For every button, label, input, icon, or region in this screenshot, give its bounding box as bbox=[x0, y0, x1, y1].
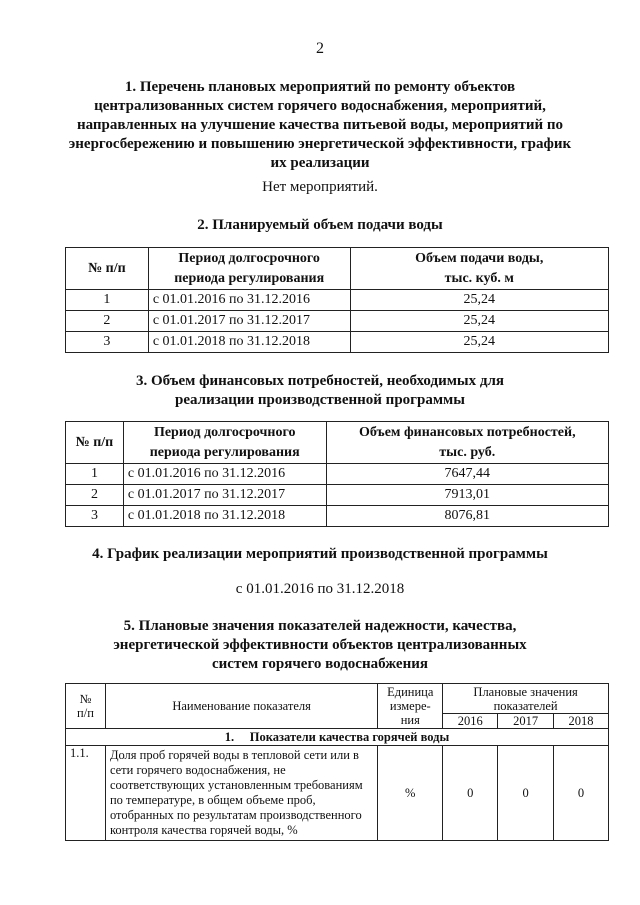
section3-title-line: 3. Объем финансовых потребностей, необходимых для bbox=[135, 373, 505, 389]
row-period: с 01.01.2017 по 31.12.2017 bbox=[123, 485, 326, 506]
table-row bbox=[66, 311, 609, 332]
header-value-line: Объем подачи воды, bbox=[415, 250, 544, 266]
header-value-line: Объем финансовых потребностей, bbox=[359, 424, 576, 440]
row-value-2018: 0 bbox=[554, 746, 609, 841]
section1-title bbox=[0, 78, 640, 173]
section3-title-line: реализации производственной программы bbox=[175, 392, 465, 408]
section5-title bbox=[0, 617, 640, 674]
header-year-2016: 2016 bbox=[443, 714, 498, 729]
header-plan-line: показателей bbox=[493, 698, 558, 713]
row-value: 25,24 bbox=[350, 311, 608, 332]
row-value: 7913,01 bbox=[326, 485, 608, 506]
row-period: с 01.01.2016 по 31.12.2016 bbox=[123, 464, 326, 485]
header-unit-line: измере- bbox=[389, 699, 431, 713]
header-year-2017: 2017 bbox=[498, 714, 554, 729]
row-num: 2 bbox=[66, 485, 124, 506]
section1-note: Нет мероприятий. bbox=[262, 179, 378, 195]
header-value bbox=[326, 422, 608, 464]
section1-title-line: 1. Перечень плановых мероприятий по ремонту объектов bbox=[124, 79, 516, 95]
section4-title: 4. График реализации мероприятий производственной программы bbox=[92, 546, 548, 562]
row-name: Доля проб горячей воды в тепловой сети или в сети горячего водоснабжения, не соответствующих установленным требованиям по температуре, в общем объеме проб, отобранных по результатам производственного контроля качества горячей воды, % bbox=[105, 746, 377, 841]
header-period-line: периода регулирования bbox=[174, 270, 325, 286]
header-period bbox=[148, 248, 350, 290]
header-unit-line: ния bbox=[400, 713, 420, 727]
table-row bbox=[66, 290, 609, 311]
header-period-line: Период долгосрочного bbox=[153, 424, 296, 440]
row-num: 1 bbox=[66, 464, 124, 485]
row-num: 2 bbox=[66, 311, 149, 332]
header-period-line: периода регулирования bbox=[149, 444, 300, 460]
section1-title-line: их реализации bbox=[270, 155, 370, 171]
section5-title-line: систем горячего водоснабжения bbox=[212, 656, 428, 672]
row-unit: % bbox=[378, 746, 443, 841]
section5-title-line: 5. Плановые значения показателей надежности, качества, bbox=[123, 618, 517, 634]
row-period: с 01.01.2017 по 31.12.2017 bbox=[148, 311, 350, 332]
supply-volume-table bbox=[65, 247, 609, 353]
row-period: с 01.01.2018 по 31.12.2018 bbox=[148, 332, 350, 353]
table-header-row bbox=[66, 684, 609, 714]
header-num bbox=[66, 684, 106, 729]
row-value-2016: 0 bbox=[443, 746, 498, 841]
header-year-2018: 2018 bbox=[554, 714, 609, 729]
header-plan-line: Плановые значения bbox=[473, 684, 578, 699]
row-period: с 01.01.2016 по 31.12.2016 bbox=[148, 290, 350, 311]
indicators-table bbox=[65, 683, 609, 841]
header-num: № п/п bbox=[66, 248, 149, 290]
header-num-line: п/п bbox=[77, 706, 94, 720]
header-unit-line: Единица bbox=[387, 685, 434, 699]
row-num: 1 bbox=[66, 290, 149, 311]
header-period bbox=[123, 422, 326, 464]
table-row bbox=[66, 485, 609, 506]
header-plan bbox=[443, 684, 609, 714]
group-num: 1. bbox=[224, 729, 235, 744]
section3-title bbox=[0, 372, 640, 410]
row-num: 3 bbox=[66, 506, 124, 527]
section1-title-line: направленных на улучшение качества питьевой воды, мероприятий по bbox=[76, 117, 564, 133]
header-value bbox=[350, 248, 608, 290]
table-row bbox=[66, 746, 609, 841]
row-period: с 01.01.2018 по 31.12.2018 bbox=[123, 506, 326, 527]
table-header-row bbox=[66, 248, 609, 290]
table-group-row bbox=[66, 729, 609, 746]
table-row bbox=[66, 506, 609, 527]
header-value-line: тыс. руб. bbox=[439, 444, 496, 460]
section5-title-line: энергетической эффективности объектов централизованных bbox=[113, 637, 527, 653]
row-value: 7647,44 bbox=[326, 464, 608, 485]
row-value-2017: 0 bbox=[498, 746, 554, 841]
table-header-row bbox=[66, 422, 609, 464]
financial-needs-table bbox=[65, 421, 609, 527]
row-value: 25,24 bbox=[350, 290, 608, 311]
page-number: 2 bbox=[316, 40, 324, 57]
group-title bbox=[66, 729, 609, 746]
header-value-line: тыс. куб. м bbox=[444, 270, 514, 286]
header-num: № п/п bbox=[66, 422, 124, 464]
row-value: 25,24 bbox=[350, 332, 608, 353]
header-unit bbox=[378, 684, 443, 729]
group-label: Показатели качества горячей воды bbox=[249, 729, 450, 744]
section2-title: 2. Планируемый объем подачи воды bbox=[197, 217, 443, 233]
header-period-line: Период долгосрочного bbox=[178, 250, 320, 266]
row-num: 1.1. bbox=[66, 746, 106, 841]
section1-title-line: централизованных систем горячего водоснабжения, мероприятий, bbox=[94, 98, 546, 114]
section1-title-line: энергосбережению и повышению энергетической эффективности, график bbox=[68, 136, 572, 152]
section4-period: с 01.01.2016 по 31.12.2018 bbox=[235, 581, 405, 597]
header-num-line: № bbox=[79, 692, 92, 706]
row-value: 8076,81 bbox=[326, 506, 608, 527]
header-name: Наименование показателя bbox=[105, 684, 377, 729]
table-row bbox=[66, 464, 609, 485]
table-row bbox=[66, 332, 609, 353]
row-num: 3 bbox=[66, 332, 149, 353]
